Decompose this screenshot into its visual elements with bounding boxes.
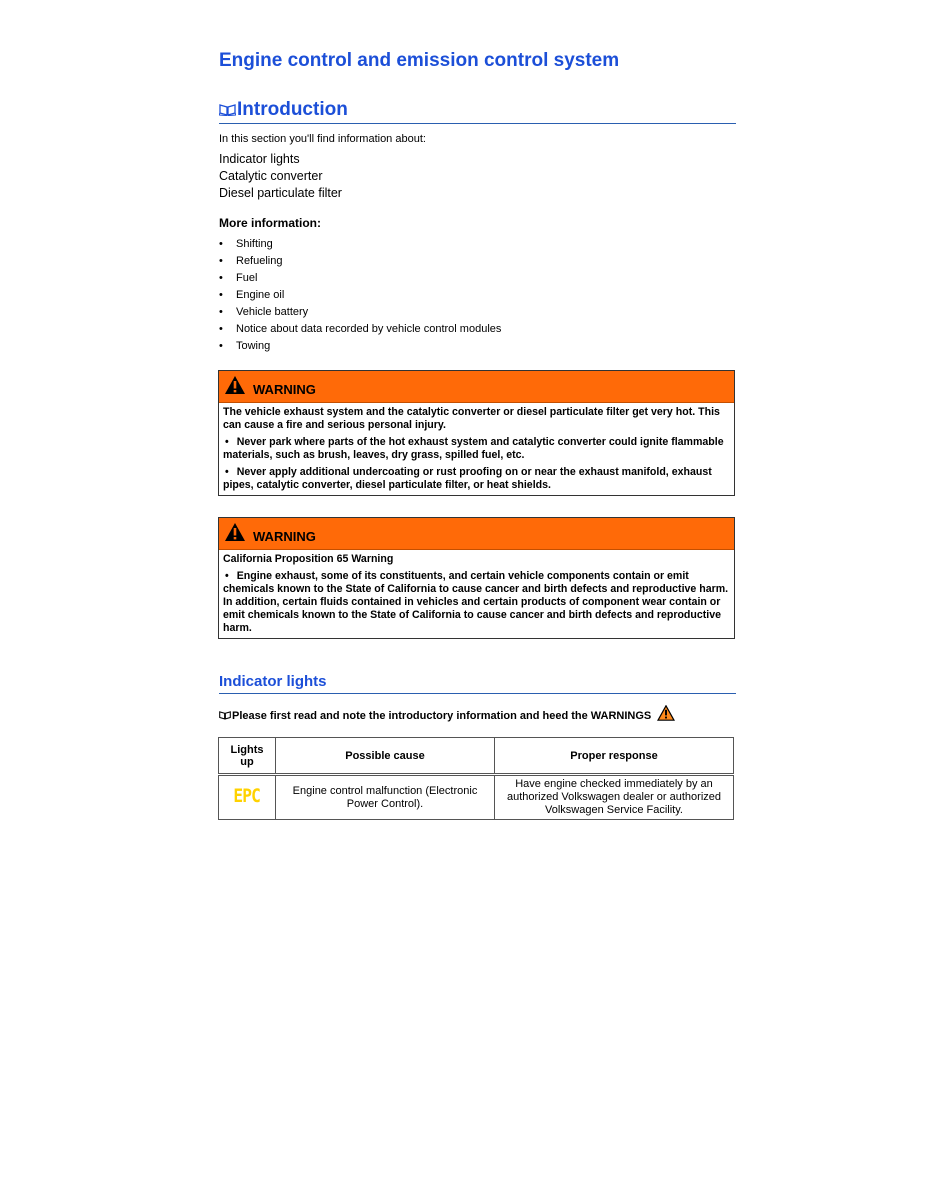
warning-triangle-icon bbox=[224, 522, 246, 547]
book-icon bbox=[219, 100, 236, 122]
table-header-row bbox=[219, 738, 734, 775]
cause-cell: Engine control malfunction (Electronic Power Control). bbox=[276, 775, 495, 820]
warning-lead: California Proposition 65 Warning bbox=[223, 553, 394, 565]
indicator-table bbox=[218, 737, 734, 820]
warning-label: WARNING bbox=[253, 529, 316, 544]
warning-bullet: • Never apply additional undercoating or rust proofing on or near the exhaust manifold, exhaust pipes, catalytic converter, diesel particulate filter, or heat shields. bbox=[223, 466, 712, 491]
intro-note-text[interactable]: Please first read and note the introductory information and heed the WARNINGS bbox=[232, 710, 652, 722]
topic-item[interactable]: Catalytic converter bbox=[219, 169, 323, 183]
warning-triangle-icon[interactable] bbox=[657, 705, 675, 724]
page-title: Engine control and emission control system bbox=[219, 50, 620, 71]
more-information-item[interactable]: • Towing bbox=[219, 338, 501, 355]
book-icon bbox=[219, 710, 231, 723]
column-header: Proper response bbox=[495, 738, 734, 775]
topic-item[interactable]: Diesel particulate filter bbox=[219, 186, 342, 200]
more-information-item[interactable]: • Vehicle battery bbox=[219, 304, 501, 321]
warning-header bbox=[219, 371, 734, 403]
topic-list bbox=[219, 151, 342, 202]
warning-bullet: • Engine exhaust, some of its constituents, and certain vehicle components contain or emit chemicals known to the State of California to cause cancer and birth defects and reproductive harm. In addition, certain fluids contained in vehicles and certain products of component wear contain or emit chemicals known to the State of California to cause cancer and birth defects and reproductive harm. bbox=[223, 570, 729, 634]
column-header: Possible cause bbox=[276, 738, 495, 775]
warning-lead: The vehicle exhaust system and the catalytic converter or diesel particulate filter get very hot. This can cause a fire and serious personal injury. bbox=[223, 406, 720, 431]
more-information-item[interactable]: • Engine oil bbox=[219, 287, 501, 304]
column-header: Lights up bbox=[219, 738, 276, 775]
introduction-heading-text: Introduction bbox=[237, 99, 348, 120]
warning-box-prop65 bbox=[218, 517, 735, 639]
more-information-item[interactable]: • Shifting bbox=[219, 236, 501, 253]
table-row bbox=[219, 775, 734, 820]
more-information-list bbox=[219, 236, 501, 355]
more-information-heading: More information: bbox=[219, 216, 321, 230]
warning-header bbox=[219, 518, 734, 550]
warning-bullet: • Never park where parts of the hot exhaust system and catalytic converter could ignite flammable materials, such as brush, leaves, dry grass, spilled fuel, etc. bbox=[223, 436, 724, 461]
warning-body bbox=[219, 550, 734, 638]
more-information-item[interactable]: • Fuel bbox=[219, 270, 501, 287]
warning-label: WARNING bbox=[253, 382, 316, 397]
topic-item[interactable]: Indicator lights bbox=[219, 152, 300, 166]
more-information-item[interactable]: • Refueling bbox=[219, 253, 501, 270]
response-cell: Have engine checked immediately by an authorized Volkswagen dealer or authorized Volkswagen Service Facility. bbox=[495, 775, 734, 820]
warning-body bbox=[219, 403, 734, 495]
warning-box-exhaust bbox=[218, 370, 735, 496]
warning-triangle-icon bbox=[224, 375, 246, 400]
indicator-lights-heading: Indicator lights bbox=[219, 673, 736, 694]
epc-light-cell bbox=[219, 775, 276, 820]
introduction-heading bbox=[219, 99, 736, 124]
more-information-item[interactable]: • Notice about data recorded by vehicle control modules bbox=[219, 321, 501, 338]
epc-warning-light-icon: EPC bbox=[233, 784, 261, 807]
intro-lead: In this section you'll find information about: bbox=[219, 133, 426, 145]
intro-note bbox=[219, 705, 675, 724]
